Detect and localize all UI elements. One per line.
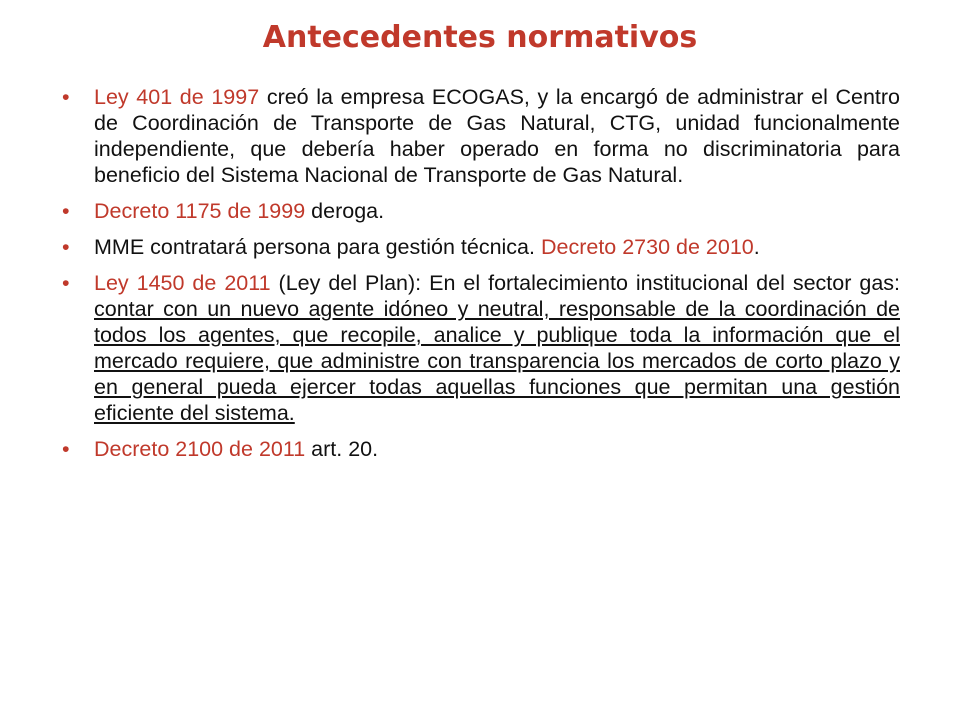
law-reference: Decreto 2730 de 2010 [540, 235, 754, 259]
bullet-icon: • [62, 437, 70, 461]
slide-title: Antecedentes normativos [262, 20, 698, 55]
law-reference: Decreto 1175 de 1999 [94, 199, 306, 223]
bullet-text: art. 20. [305, 437, 379, 461]
bullet-end: . [753, 235, 760, 259]
underlined-text: contar con un nuevo agente idóneo y neutral, responsable de la coordinación de todos los agentes, que recopile, analice y publique toda la información que el mercado requiere, que administre con transparencia los mercados de corto plazo y en general pueda ejercer todas aquellas funciones que permitan una gestión eficiente del sistema. [94, 297, 900, 425]
bullet-icon: • [62, 235, 70, 259]
bullet-item-decreto-1175 [62, 198, 900, 224]
bullet-icon: • [62, 271, 70, 295]
bullet-text: MME contratará persona para gestión técnica. [94, 235, 541, 259]
bullet-text: creó la empresa ECOGAS, y la encargó de administrar el Centro de Coordinación de Transporte de Gas Natural, CTG, unidad funcionalmente independiente, que debería haber operado en forma no discriminatoria para beneficio del Sistema Nacional de Transporte de Gas Natural. [94, 85, 901, 187]
bullet-icon: • [62, 85, 70, 109]
law-reference: Ley 401 de 1997 [94, 85, 260, 109]
bullet-item-decreto-2100 [62, 436, 900, 462]
bullet-item-ley-1450 [62, 270, 900, 426]
law-reference: Decreto 2100 de 2011 [94, 437, 306, 461]
bullet-text: (Ley del Plan): En el fortalecimiento institucional del sector gas: [270, 271, 901, 295]
bullet-list [62, 84, 900, 472]
bullet-text: deroga. [305, 199, 385, 223]
bullet-icon: • [62, 199, 70, 223]
bullet-item-mme [62, 234, 900, 260]
bullet-item-ley-401 [62, 84, 900, 188]
law-reference: Ley 1450 de 2011 [94, 271, 271, 295]
